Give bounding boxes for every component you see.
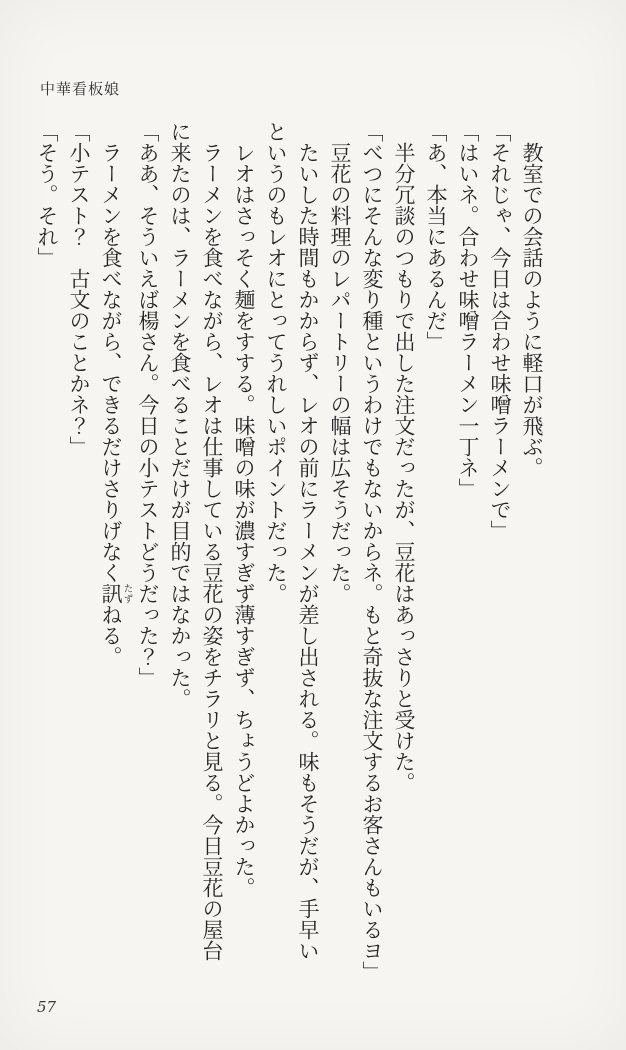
ruby-base: 訊 xyxy=(99,583,123,604)
ruby-reading: たず xyxy=(121,583,133,604)
text-line-14 xyxy=(95,121,132,989)
text-line-11: ラーメンを食べながら、レオは仕事している豆花の姿をチラリと見る。今日豆花の屋台 xyxy=(200,121,224,961)
text-line-12: に来たのは、ラーメンを食べることだけが目的ではなかった。 xyxy=(168,121,192,709)
ruby-line-post: ねる。 xyxy=(99,604,123,667)
text-line-3: 「はいネ。合わせ味噌ラーメン一丁ネ」 xyxy=(456,121,480,499)
text-line-7: 豆花の料理のレパートリーの幅は広そうだった。 xyxy=(328,121,352,604)
text-line-9: というのもレオにとってうれしいポイントだった。 xyxy=(264,121,288,604)
text-line-5: 半分冗談のつもりで出した注文だったが、豆花はあっさりと受けた。 xyxy=(392,121,416,793)
text-line-4: 「あ、本当にあるんだ」 xyxy=(424,121,448,352)
text-line-13: 「ああ、そういえば楊さん。今日の小テストどうだった？」 xyxy=(136,121,160,688)
text-line-10: レオはさっそく麺をすする。味噌の味が濃すぎず薄すぎず、ちょうどよかった。 xyxy=(232,121,256,898)
text-line-2: 「それじゃ、今日は合わせ味噌ラーメンで」 xyxy=(488,121,512,541)
text-line-8: たいした時間もかからず、レオの前にラーメンが差し出される。味もそうだが、手早い xyxy=(296,121,320,961)
running-title: 中華看板娘 xyxy=(40,80,121,98)
ruby-line-pre: ラーメンを食べながら、できるだけさりげなく xyxy=(99,121,123,583)
text-line-1: 教室での会話のように軽口が飛ぶ。 xyxy=(520,121,544,478)
ruby-annotated-kanji xyxy=(99,583,133,604)
text-line-6: 「べつにそんな変り種というわけでもないからネ。もと奇抜な注文するお客さんもいるヨ」 xyxy=(360,121,384,982)
page-number: 57 xyxy=(37,998,57,1016)
text-line-16: 「そう。それ」 xyxy=(35,121,59,268)
main-text-block xyxy=(31,121,548,989)
text-line-15: 「小テスト？ 古文のことかネ？」 xyxy=(67,121,91,457)
